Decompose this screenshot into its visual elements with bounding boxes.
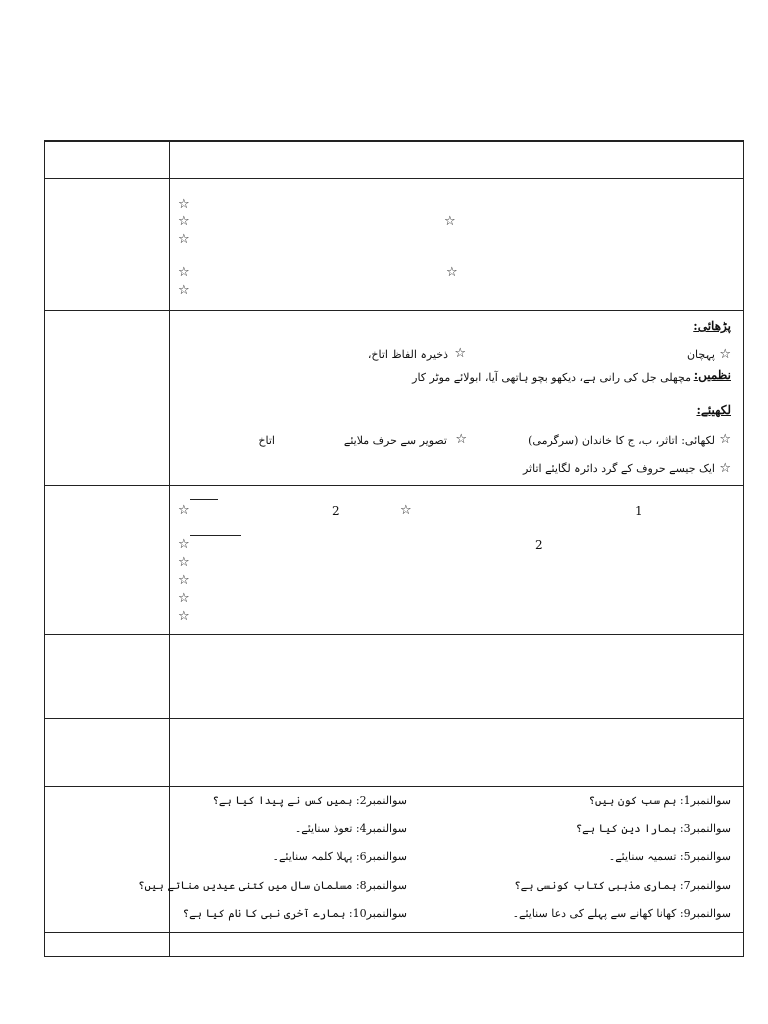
number-label: 1 <box>635 504 643 518</box>
writing-heading: لکھیئے: <box>696 403 731 417</box>
star-icon: ☆ <box>178 197 190 212</box>
footer-row <box>45 932 743 958</box>
question-10: سوالنمبر10: ہمارے آخری نبی کا نام کیا ہے؟ <box>182 907 407 920</box>
star-icon: ☆ <box>178 609 190 624</box>
question-9: سوالنمبر9: کھانا کھانے سے پہلے کی دعا سنایئے۔ <box>512 907 731 920</box>
star-icon: ☆ <box>178 214 190 229</box>
star-icon: ☆ <box>446 265 458 280</box>
question-1: سوالنمبر1: ہم سب کون ہیں؟ <box>588 794 731 807</box>
objectives-row <box>45 178 743 310</box>
star-icon: ☆ <box>178 265 190 280</box>
question-2: سوالنمبر2: ہمیں کس نے پیدا کیا ہے؟ <box>212 794 407 807</box>
reading-item-2: ذخیرہ الفاظ اتاخ، <box>367 348 448 361</box>
plan-table <box>44 140 744 957</box>
question-4: سوالنمبر4: تعوذ سنایئے۔ <box>294 822 407 835</box>
question-7: سوالنمبر7: ہماری مذہبی کتاب کونسی ہے؟ <box>514 879 731 892</box>
writing-item-3: ایک جیسے حروف کے گرد دائرہ لگایئے اتاثر <box>522 462 715 475</box>
star-icon: ☆ <box>178 591 190 606</box>
number-label: 2 <box>535 538 543 552</box>
star-icon: ☆ <box>719 432 731 447</box>
question-5: سوالنمبر5: تسمیہ سنایئے۔ <box>608 850 731 863</box>
numbers-row <box>45 485 743 634</box>
star-icon: ☆ <box>178 232 190 247</box>
question-3: سوالنمبر3: ہمارا دین کیا ہے؟ <box>575 822 731 835</box>
star-icon: ☆ <box>719 461 731 476</box>
blank-line <box>190 535 241 536</box>
questions-row <box>45 786 743 932</box>
star-icon: ☆ <box>400 503 412 518</box>
poems-text: مچھلی جل کی رانی ہے، دیکھو بچو ہاتھی آیا، ابولائے موٹر کار <box>412 371 691 384</box>
star-icon: ☆ <box>178 555 190 570</box>
reading-heading: پڑھائی: <box>693 319 731 333</box>
star-icon: ☆ <box>178 503 190 518</box>
writing-item-2: تصویر سے حرف ملایئے <box>343 434 447 447</box>
star-icon: ☆ <box>444 214 456 229</box>
activities-row <box>45 310 743 485</box>
star-icon: ☆ <box>178 283 190 298</box>
question-8: سوالنمبر8: مسلمان سال میں کتنی عیدیں مناتے ہیں؟ <box>138 879 407 892</box>
empty-row <box>45 634 743 718</box>
star-icon: ☆ <box>455 432 467 447</box>
poems-heading: نظمیں: <box>693 368 731 382</box>
number-label: 2 <box>332 504 340 518</box>
reading-item-1: پہچان <box>686 348 715 361</box>
writing-item-2-suffix: اتاخ <box>258 434 275 447</box>
writing-item-1: لکھائی: اتاثر، ب، ج کا خاندان (سرگرمی) <box>528 434 715 447</box>
blank-line <box>190 499 218 500</box>
empty-row <box>45 718 743 786</box>
question-6: سوالنمبر6: پہلا کلمہ سنایئے۔ <box>272 850 407 863</box>
header-row <box>45 141 743 178</box>
star-icon: ☆ <box>178 537 190 552</box>
star-icon: ☆ <box>178 573 190 588</box>
star-icon: ☆ <box>719 347 731 362</box>
star-icon: ☆ <box>454 346 466 361</box>
